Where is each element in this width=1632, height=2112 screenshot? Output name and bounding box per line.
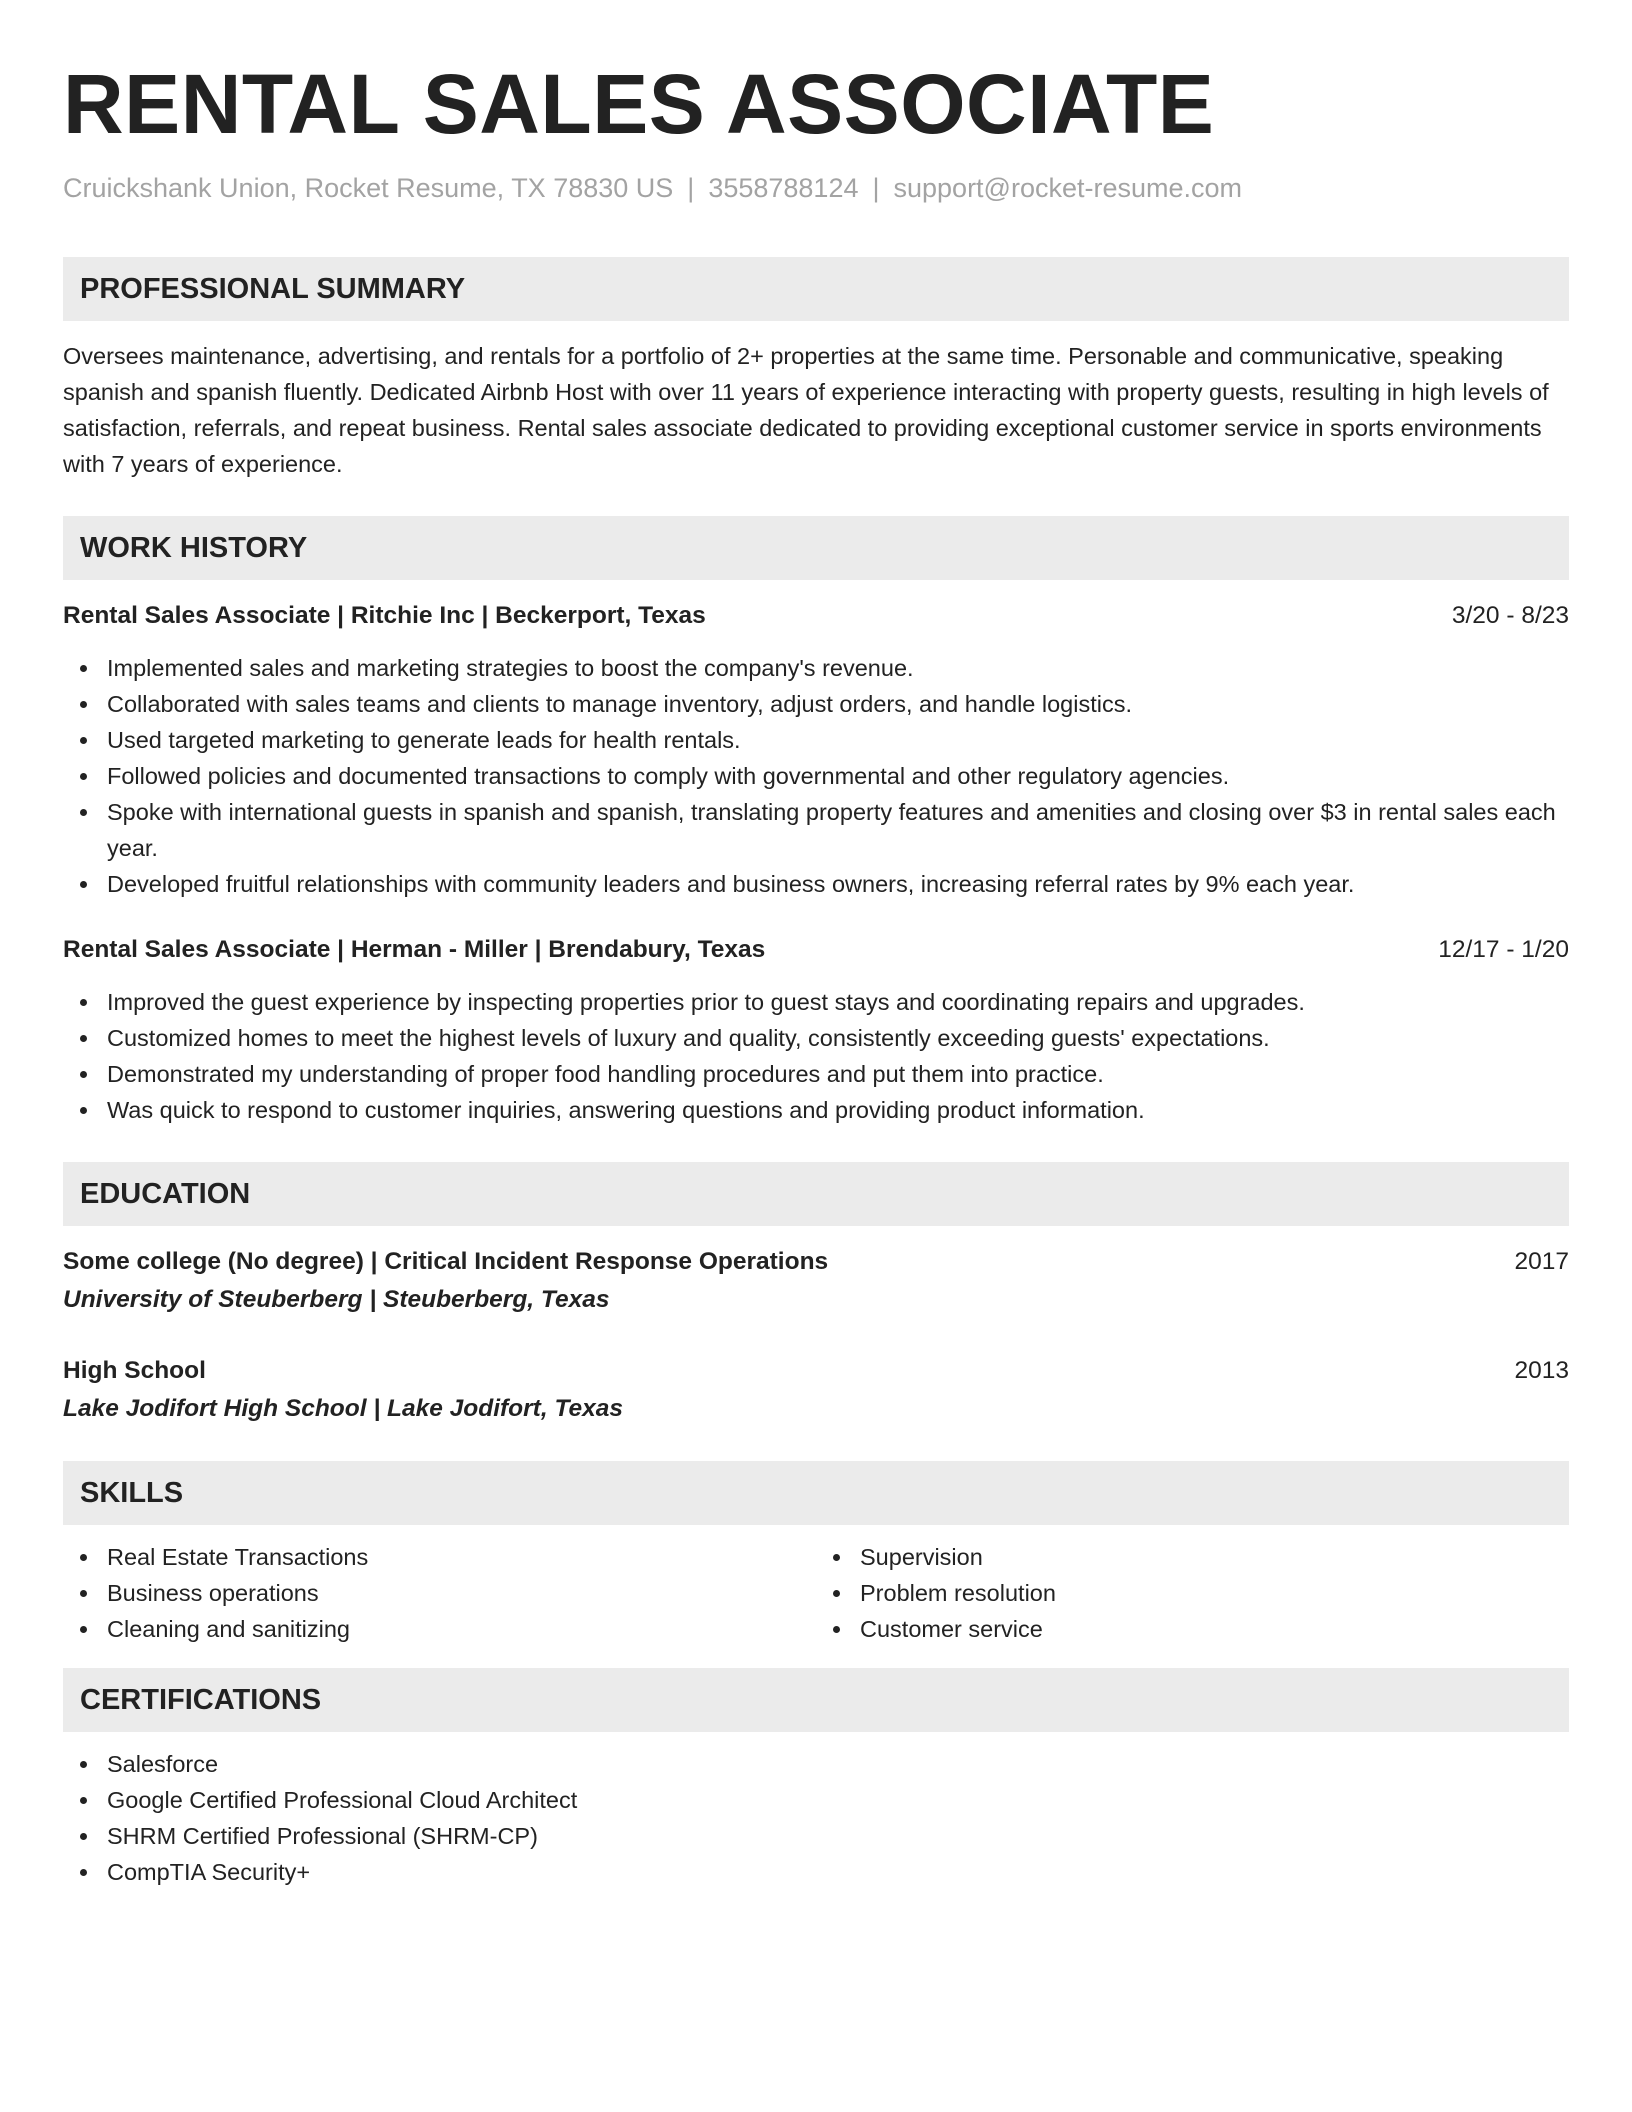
section-header-education: EDUCATION bbox=[63, 1162, 1569, 1226]
candidate-name: RENTAL SALES ASSOCIATE bbox=[63, 57, 1215, 151]
job-bullet-list bbox=[63, 650, 1569, 902]
job-title: Rental Sales Associate | Herman - Miller | Brendabury, Texas bbox=[63, 936, 766, 963]
skill-item: Problem resolution bbox=[860, 1575, 1569, 1611]
job-bullet: Used targeted marketing to generate leads for health rentals. bbox=[107, 722, 1569, 758]
job-bullet: Implemented sales and marketing strategies to boost the company's revenue. bbox=[107, 650, 1569, 686]
education-year: 2017 bbox=[1514, 1248, 1569, 1275]
job-dates: 3/20 - 8/23 bbox=[1451, 602, 1569, 629]
skills-list bbox=[816, 1539, 1569, 1647]
skill-item: Cleaning and sanitizing bbox=[107, 1611, 816, 1647]
contact-line bbox=[63, 170, 1569, 206]
job-entry bbox=[63, 932, 1569, 1128]
section-header-certifications: CERTIFICATIONS bbox=[63, 1668, 1569, 1732]
skills-column-right bbox=[816, 1539, 1569, 1647]
contact-separator: | bbox=[687, 173, 695, 203]
skill-item: Supervision bbox=[860, 1539, 1569, 1575]
section-header-skills: SKILLS bbox=[63, 1461, 1569, 1525]
skill-item: Real Estate Transactions bbox=[107, 1539, 816, 1575]
skills-list bbox=[63, 1539, 816, 1647]
job-bullet-list bbox=[63, 984, 1569, 1128]
job-entry bbox=[63, 598, 1569, 902]
contact-address: Cruickshank Union, Rocket Resume, TX 78830 US bbox=[63, 173, 674, 203]
education-school: University of Steuberberg | Steuberberg, Texas bbox=[63, 1286, 610, 1313]
certification-item: Google Certified Professional Cloud Architect bbox=[107, 1782, 1569, 1818]
job-bullet: Spoke with international guests in spanish and spanish, translating property features and amenities and closing over $3 in rental sales each year. bbox=[107, 794, 1569, 866]
job-bullet: Followed policies and documented transactions to comply with governmental and other regulatory agencies. bbox=[107, 758, 1569, 794]
job-bullet: Was quick to respond to customer inquiries, answering questions and providing product information. bbox=[107, 1092, 1569, 1128]
certification-bullets bbox=[63, 1746, 1569, 1890]
education-school: Lake Jodifort High School | Lake Jodifort, Texas bbox=[63, 1395, 624, 1422]
education-entry bbox=[63, 1353, 1569, 1427]
education-year: 2013 bbox=[1514, 1357, 1569, 1384]
certification-item: Salesforce bbox=[107, 1746, 1569, 1782]
skill-item: Business operations bbox=[107, 1575, 816, 1611]
section-header-summary: PROFESSIONAL SUMMARY bbox=[63, 257, 1569, 321]
contact-phone: 3558788124 bbox=[708, 173, 859, 203]
section-header-work-history: WORK HISTORY bbox=[63, 516, 1569, 580]
summary-text: Oversees maintenance, advertising, and rentals for a portfolio of 2+ properties at the same time. Personable and communicative, speaking spanish and spanish fluently. Dedicated Airbnb Host with over 11 years of experience interacting with property guests, resulting in high levels of satisfaction, referrals, and repeat business. Rental sales associate dedicated to providing exceptional customer service in sports environments with 7 years of experience. bbox=[63, 343, 1549, 477]
job-bullet: Customized homes to meet the highest levels of luxury and quality, consistently exceeding guests' expectations. bbox=[107, 1020, 1569, 1056]
skills-column-left bbox=[63, 1539, 816, 1647]
certification-item: SHRM Certified Professional (SHRM-CP) bbox=[107, 1818, 1569, 1854]
job-bullet: Collaborated with sales teams and clients to manage inventory, adjust orders, and handle logistics. bbox=[107, 686, 1569, 722]
job-bullet: Developed fruitful relationships with community leaders and business owners, increasing referral rates by 9% each year. bbox=[107, 866, 1569, 902]
skills-grid bbox=[63, 1539, 1569, 1647]
skill-item: Customer service bbox=[860, 1611, 1569, 1647]
education-title: High School bbox=[63, 1357, 206, 1384]
job-dates: 12/17 - 1/20 bbox=[1438, 936, 1569, 963]
contact-separator: | bbox=[872, 173, 880, 203]
education-entry bbox=[63, 1244, 1569, 1318]
contact-email: support@rocket-resume.com bbox=[893, 173, 1243, 203]
job-bullet: Improved the guest experience by inspecting properties prior to guest stays and coordinating repairs and upgrades. bbox=[107, 984, 1569, 1020]
certification-item: CompTIA Security+ bbox=[107, 1854, 1569, 1890]
education-title: Some college (No degree) | Critical Incident Response Operations bbox=[63, 1248, 829, 1275]
certifications-list bbox=[63, 1746, 1569, 1890]
job-bullet: Demonstrated my understanding of proper food handling procedures and put them into practice. bbox=[107, 1056, 1569, 1092]
job-title: Rental Sales Associate | Ritchie Inc | Beckerport, Texas bbox=[63, 602, 706, 629]
